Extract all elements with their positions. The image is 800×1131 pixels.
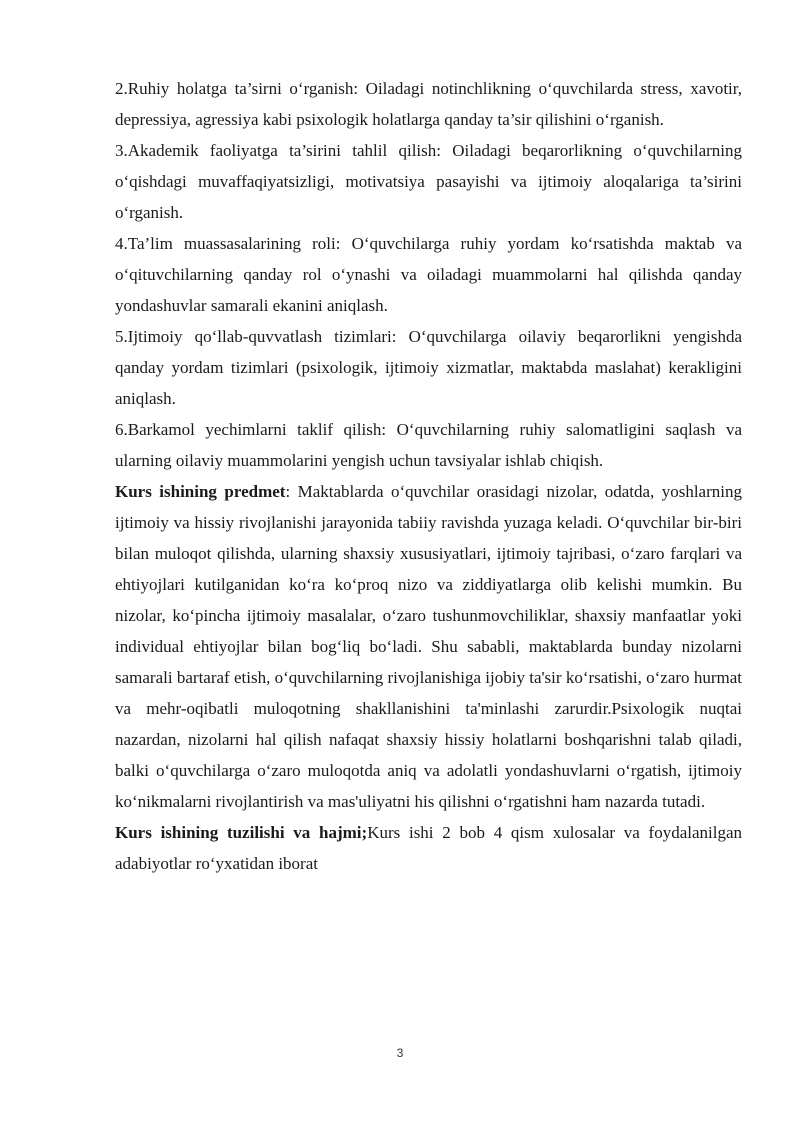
structure-heading: Kurs ishining tuzilishi va hajmi;: [115, 823, 368, 842]
objective-3-paragraph: 3.Akademik faoliyatga ta’sirini tahlil qilish: Oiladagi beqarorlikning o‘quvchilarning o‘qishdagi muvaffaqiyatsizligi, motivatsiya pasayishi va ijtimoiy aloqalariga ta’sirini o‘rganish.: [115, 141, 742, 222]
objective-6-paragraph: 6.Barkamol yechimlarni taklif qilish: O‘quvchilarning ruhiy salomatligini saqlash va ularning oilaviy muammolarini yengish uchun tavsiyalar ishlab chiqish.: [115, 420, 742, 470]
subject-text: : Maktablarda o‘quvchilar orasidagi nizolar, odatda, yoshlarning ijtimoiy va hissiy rivojlanishi jarayonida tabiiy ravishda yuzaga keladi. O‘quvchilar bir-biri bilan muloqot qilishda, ularning shaxsiy xususiyatlari, ijtimoiy tajribasi, o‘zaro farqlari va ehtiyojlari kutilganidan ko‘ra ko‘proq nizo va ziddiyatlarga olib kelishi mumkin. Bu nizolar, ko‘pincha ijtimoiy masalalar, o‘zaro tushunmovchiliklar, shaxsiy manfaatlar yoki individual ehtiyojlar bilan bog‘liq bo‘ladi. Shu sababli, maktablarda bunday nizolarni samarali bartaraf etish, o‘quvchilarning rivojlanishiga ijobiy ta'sir ko‘rsatishi, o‘zaro hurmat va mehr-oqibatli muloqotning shakllanishini ta'minlashi zarurdir.Psixologik nuqtai nazardan, nizolarni hal qilish nafaqat shaxsiy hissiy holatlarni boshqarishni talab qiladi, balki o‘quvchilarga o‘zaro muloqotda aniq va adolatli yondashuvlarni o‘rgatish, ijtimoiy ko‘nikmalarni rivojlantirish va mas'uliyatni his qilishni o‘rgatishni ham nazarda tutadi.: [115, 482, 742, 811]
subject-heading: Kurs ishining predmet: [115, 482, 286, 501]
page-body: [115, 73, 742, 879]
objective-5-paragraph: 5.Ijtimoiy qo‘llab-quvvatlash tizimlari: O‘quvchilarga oilaviy beqarorlikni yengishda qanday yordam tizimlari (psixologik, ijtimoiy xizmatlar, maktabda maslahat) kerakligini aniqlash.: [115, 327, 742, 408]
subject-paragraph: [115, 476, 742, 817]
objective-4-paragraph: 4.Ta’lim muassasalarining roli: O‘quvchilarga ruhiy yordam ko‘rsatishda maktab va o‘qituvchilarning qanday rol o‘ynashi va oiladagi muammolarni hal qilishda qanday yondashuvlar samarali ekanini aniqlash.: [115, 234, 742, 315]
structure-paragraph: [115, 817, 742, 879]
objective-2-paragraph: 2.Ruhiy holatga ta’sirni o‘rganish: Oiladagi notinchlikning o‘quvchilarda stress, xavotir, depressiya, agressiya kabi psixologik holatlarga qanday ta’sir qilishini o‘rganish.: [115, 79, 742, 129]
page-number: 3: [396, 1046, 404, 1060]
structure-text: Kurs ishi 2 bob 4 qism xulosalar va foydalanilgan adabiyotlar ro‘yxatidan iborat: [115, 823, 742, 873]
